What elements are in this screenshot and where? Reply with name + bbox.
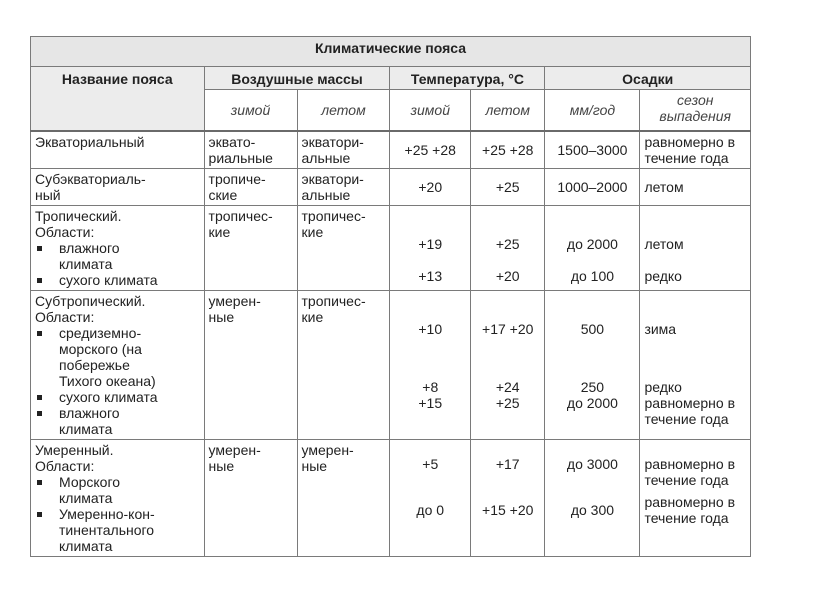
subheader-air-summer: летом	[297, 90, 390, 132]
precip-season-cell: зима редко равномерно в течение года	[640, 291, 751, 440]
belt-name-cell: Тропический. Области: влажного климата сухого климата	[31, 206, 205, 291]
climate-belts-table	[30, 36, 751, 557]
subheader-precip-season: сезон выпадения	[640, 90, 751, 132]
air-winter-cell: тропиче- ские	[204, 169, 297, 206]
table-row	[31, 169, 751, 206]
air-winter-cell: тропичес- кие	[204, 206, 297, 291]
subheader-temp-summer: летом	[471, 90, 545, 132]
air-winter-cell: умерен- ные	[204, 291, 297, 440]
belt-name-cell: Субэкваториаль- ный	[31, 169, 205, 206]
precip-amount-cell: 500 250 до 2000	[545, 291, 640, 440]
header-belt-name: Название пояса	[31, 67, 205, 132]
precip-amount-cell: до 3000 до 300	[545, 440, 640, 557]
table-row	[31, 206, 751, 291]
area-item: средиземно- морского (на побережье Тихого океана)	[35, 325, 200, 389]
area-item: сухого климата	[35, 389, 200, 405]
precip-amount-cell: до 2000 до 100	[545, 206, 640, 291]
table-caption: Климатические пояса	[31, 37, 751, 67]
temp-summer-cell: +25 +28	[471, 131, 545, 169]
header-air-masses: Воздушные массы	[204, 67, 390, 90]
air-summer-cell: экватори- альные	[297, 169, 390, 206]
temp-summer-cell: +25 +20	[471, 206, 545, 291]
area-item: сухого климата	[35, 272, 200, 288]
belt-name-cell: Умеренный. Области: Морского климата Умеренно-кон- тинентального климата	[31, 440, 205, 557]
precip-season-cell: летом редко	[640, 206, 751, 291]
subheader-air-winter: зимой	[204, 90, 297, 132]
precip-season-cell: летом	[640, 169, 751, 206]
air-winter-cell: эквато- риальные	[204, 131, 297, 169]
area-item: влажного климата	[35, 240, 200, 272]
temp-winter-cell: +10 +8 +15	[390, 291, 471, 440]
table-row	[31, 440, 751, 557]
belt-name-cell: Экваториальный	[31, 131, 205, 169]
temp-winter-cell: +25 +28	[390, 131, 471, 169]
area-item: Морского климата	[35, 474, 200, 506]
precip-season-cell: равномерно в течение года	[640, 131, 751, 169]
precip-season-cell: равномерно в течение года равномерно в течение года	[640, 440, 751, 557]
temp-winter-cell: +19 +13	[390, 206, 471, 291]
table-row	[31, 291, 751, 440]
air-summer-cell: тропичес- кие	[297, 206, 390, 291]
air-summer-cell: экватори- альные	[297, 131, 390, 169]
table-row	[31, 131, 751, 169]
temp-summer-cell: +25	[471, 169, 545, 206]
subheader-temp-winter: зимой	[390, 90, 471, 132]
air-summer-cell: тропичес- кие	[297, 291, 390, 440]
temp-winter-cell: +5 до 0	[390, 440, 471, 557]
area-item: влажного климата	[35, 405, 200, 437]
temp-summer-cell: +17 +15 +20	[471, 440, 545, 557]
precip-amount-cell: 1000–2000	[545, 169, 640, 206]
subheader-precip-amount: мм/год	[545, 90, 640, 132]
air-winter-cell: умерен- ные	[204, 440, 297, 557]
header-precipitation: Осадки	[545, 67, 751, 90]
temp-summer-cell: +17 +20 +24 +25	[471, 291, 545, 440]
header-temperature: Температура, °С	[390, 67, 545, 90]
area-item: Умеренно-кон- тинентального климата	[35, 506, 200, 554]
air-summer-cell: умерен- ные	[297, 440, 390, 557]
precip-amount-cell: 1500–3000	[545, 131, 640, 169]
temp-winter-cell: +20	[390, 169, 471, 206]
belt-name-cell: Субтропический. Области: средиземно- морского (на побережье Тихого океана) сухого климата влажного климата	[31, 291, 205, 440]
